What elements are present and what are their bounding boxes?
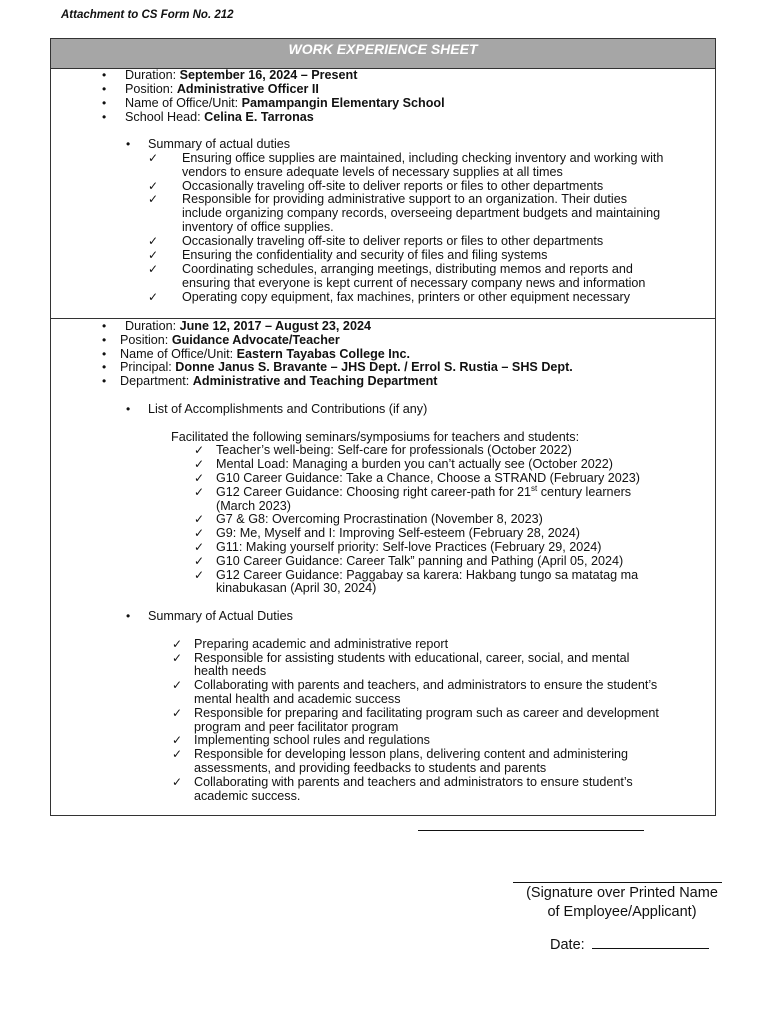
checkmark-icon: ✓: [194, 568, 205, 582]
entry1-summary-heading: Summary of actual duties: [148, 137, 291, 151]
entry1-duty-line: vendors to ensure adequate levels of necessary supplies at all times: [182, 165, 563, 179]
checkmark-icon: ✓: [148, 179, 159, 193]
bullet-dot-icon: •: [126, 609, 131, 623]
entry1-duty-line: Ensuring office supplies are maintained, including checking inventory and working with: [182, 151, 664, 165]
signature-line: [418, 830, 644, 831]
printed-name-line: [513, 882, 722, 883]
bullet-dot-icon: •: [102, 82, 107, 96]
date-field: [550, 935, 709, 953]
entry2-duty-line: Collaborating with parents and teachers, and administrators to ensure the student’s: [194, 678, 658, 692]
checkmark-icon: ✓: [148, 234, 159, 248]
bullet-dot-icon: •: [102, 110, 107, 124]
checkmark-icon: ✓: [194, 471, 205, 485]
bullet-dot-icon: •: [102, 374, 107, 388]
seminar-line: Teacher’s well-being: Self-care for professionals (October 2022): [216, 443, 572, 457]
entry2-duty-line: mental health and academic success: [194, 692, 401, 706]
entry2-duty-line: Responsible for assisting students with educational, career, social, and mental: [194, 651, 630, 665]
checkmark-icon: ✓: [172, 733, 183, 747]
checkmark-icon: ✓: [172, 775, 183, 789]
checkmark-icon: ✓: [194, 443, 205, 457]
seminar-line: G12 Career Guidance: Paggabay sa karera: Hakbang tungo sa matatag ma: [216, 568, 639, 582]
entry1-duty-line: Ensuring the confidentiality and security of files and filing systems: [182, 248, 548, 262]
seminar-line: G11: Making yourself priority: Self-love Practices (February 29, 2024): [216, 540, 602, 554]
checkmark-icon: ✓: [148, 248, 159, 262]
checkmark-icon: ✓: [148, 192, 159, 206]
checkmark-icon: ✓: [194, 457, 205, 471]
bullet-dot-icon: •: [102, 347, 107, 361]
seminar-line: G10 Career Guidance: Career Talk” panning and Pathing (April 05, 2024): [216, 554, 624, 568]
seminar-line: G12 Career Guidance: Choosing right career-path for 21st century learners: [216, 483, 632, 499]
signature-caption-line1: (Signature over Printed Name: [526, 885, 718, 901]
checkmark-icon: ✓: [194, 540, 205, 554]
entry1-duty-line: inventory of office supplies.: [182, 220, 334, 234]
entry2-principal: Principal: Donne Janus S. Bravante – JHS Dept. / Errol S. Rustia – SHS Dept.: [120, 360, 573, 374]
entry1-duty-line: Occasionally traveling off-site to deliver reports or files to other departments: [182, 234, 604, 248]
entry2-office: Name of Office/Unit: Eastern Tayabas College Inc.: [120, 347, 411, 361]
seminar-line: G10 Career Guidance: Take a Chance, Choose a STRAND (February 2023): [216, 471, 640, 485]
checkmark-icon: ✓: [148, 290, 159, 304]
entry1-duty-line: Responsible for providing administrative support to an organization. Their duties: [182, 192, 627, 206]
checkmark-icon: ✓: [194, 512, 205, 526]
date-label: Date:: [550, 937, 589, 953]
checkmark-icon: ✓: [194, 554, 205, 568]
seminar-line: G7 & G8: Overcoming Procrastination (November 8, 2023): [216, 512, 543, 526]
seminar-line: (March 2023): [216, 499, 291, 513]
signature-caption: [500, 884, 744, 921]
entry2-duration: Duration: June 12, 2017 – August 23, 2024: [125, 319, 371, 333]
entry1-office: Name of Office/Unit: Pamampangin Elementary School: [125, 96, 445, 110]
checkmark-icon: ✓: [172, 678, 183, 692]
entry1-school-head: School Head: Celina E. Tarronas: [125, 110, 314, 124]
entry1-duty-line: Operating copy equipment, fax machines, printers or other equipment necessary: [182, 290, 631, 304]
signature-caption-line2: of Employee/Applicant): [547, 903, 697, 920]
entry2-duty-line: program and peer facilitator program: [194, 720, 399, 734]
entry2-department: Department: Administrative and Teaching Department: [120, 374, 438, 388]
bullet-dot-icon: •: [102, 96, 107, 110]
entry2-duty-line: Preparing academic and administrative report: [194, 637, 449, 651]
entry2-duty-line: Responsible for developing lesson plans, delivering content and administering: [194, 747, 629, 761]
entry1-duty-line: Coordinating schedules, arranging meetings, distributing memos and reports and: [182, 262, 633, 276]
bullet-dot-icon: •: [126, 137, 131, 151]
checkmark-icon: ✓: [172, 747, 183, 761]
sheet-title: WORK EXPERIENCE SHEET: [51, 39, 715, 69]
attachment-label: Attachment to CS Form No. 212: [61, 9, 234, 21]
checkmark-icon: ✓: [194, 485, 205, 499]
bullet-dot-icon: •: [102, 333, 107, 347]
entry2-duty-line: academic success.: [194, 789, 301, 803]
entry2-duty-line: Responsible for preparing and facilitating program such as career and development: [194, 706, 659, 720]
bullet-dot-icon: •: [102, 68, 107, 82]
entry2-position: Position: Guidance Advocate/Teacher: [120, 333, 340, 347]
bullet-dot-icon: •: [102, 319, 107, 333]
entry2-duty-line: Implementing school rules and regulations: [194, 733, 430, 747]
date-blank-line: [592, 935, 709, 949]
checkmark-icon: ✓: [148, 151, 159, 165]
entry1-duty-line: ensuring that everyone is kept current of necessary company news and information: [182, 276, 646, 290]
checkmark-icon: ✓: [148, 262, 159, 276]
entry2-accomplishments-heading: List of Accomplishments and Contributions (if any): [148, 402, 428, 416]
entry2-seminars-intro: Facilitated the following seminars/symposiums for teachers and students:: [171, 430, 580, 444]
seminar-line: Mental Load: Managing a burden you can’t actually see (October 2022): [216, 457, 613, 471]
checkmark-icon: ✓: [172, 706, 183, 720]
checkmark-icon: ✓: [172, 637, 183, 651]
seminar-line: kinabukasan (April 30, 2024): [216, 581, 377, 595]
entry1-duty-line: include organizing company records, overseeing department budgets and maintaining: [182, 206, 661, 220]
entry1-position: Position: Administrative Officer II: [125, 82, 319, 96]
entry1-duty-line: Occasionally traveling off-site to deliver reports or files to other departments: [182, 179, 604, 193]
entry2-duty-line: assessments, and providing feedbacks to students and parents: [194, 761, 547, 775]
entry1-duration: Duration: September 16, 2024 – Present: [125, 68, 358, 82]
bullet-dot-icon: •: [102, 360, 107, 374]
bullet-dot-icon: •: [126, 402, 131, 416]
entry2-duty-line: health needs: [194, 664, 267, 678]
checkmark-icon: ✓: [194, 526, 205, 540]
entry2-duty-line: Collaborating with parents and teachers and administrators to ensure student’s: [194, 775, 633, 789]
entry2-summary-heading: Summary of Actual Duties: [148, 609, 293, 623]
seminar-line: G9: Me, Myself and I: Improving Self-esteem (February 28, 2024): [216, 526, 580, 540]
checkmark-icon: ✓: [172, 651, 183, 665]
